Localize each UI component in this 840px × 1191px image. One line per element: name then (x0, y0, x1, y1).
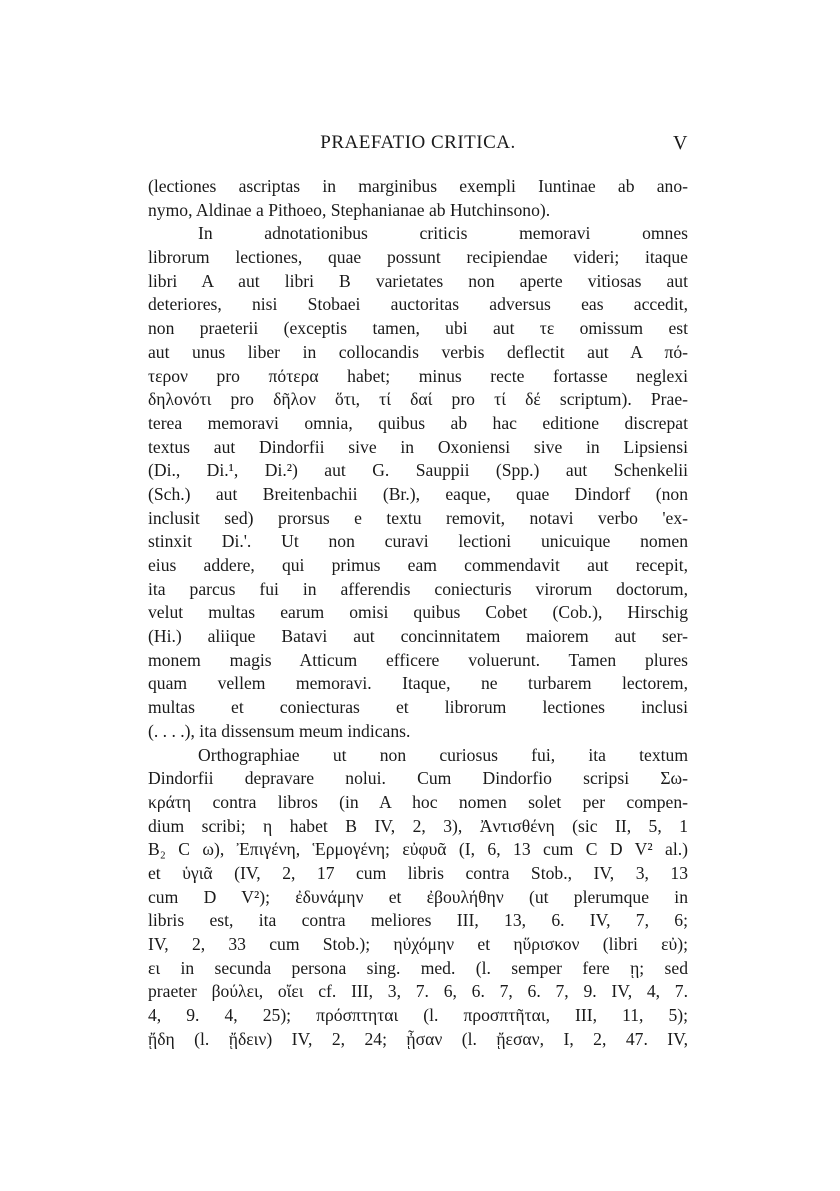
text-line: Dindorfii depravare nolui. Cum Dindorfio scripsi Σω- (148, 768, 688, 789)
text-line: aut unus liber in collocandis verbis deflectit aut A πό- (148, 341, 688, 362)
text-line: 4, 9. 4, 25); πρόσπτηται (l. προσπτῆται, III, 11, 5); (148, 1005, 688, 1026)
text-line: B₂ C ω), Ἐπιγένη, Ἑρμογένη; εὐφυᾶ (I, 6, 13 cum C D V² al.) (148, 839, 688, 860)
text-line: libri A aut libri B varietates non aperte vitiosas aut (148, 270, 688, 291)
text-line: praeter βούλει, οἴει cf. III, 3, 7. 6, 6. 7, 6. 7, 9. IV, 4, 7. (148, 981, 688, 1002)
text-line: et ὑγιᾶ (IV, 2, 17 cum libris contra Stob., IV, 3, 13 (148, 862, 688, 883)
text-line: non praeterii (exceptis tamen, ubi aut τε omissum est (148, 318, 688, 339)
text-line: κράτη contra libros (in A hoc nomen solet per compen- (148, 791, 688, 812)
text-line: (lectiones ascriptas in marginibus exempli Iuntinae ab ano- (148, 176, 688, 196)
text-line: monem magis Atticum efficere voluerunt. Tamen plures (148, 649, 688, 670)
running-head (148, 132, 688, 158)
text-line: Orthographiae ut non curiosus fui, ita textum (198, 744, 688, 765)
text-line: ει in secunda persona sing. med. (l. semper fere ῃ; sed (148, 957, 688, 978)
text-line: terea memoravi omnia, quibus ab hac editione discrepat (148, 412, 688, 433)
text-line: (Di., Di.¹, Di.²) aut G. Sauppii (Spp.) aut Schenkelii (148, 460, 688, 481)
text-line: In adnotationibus criticis memoravi omnes (198, 223, 688, 244)
text-line: multas et coniecturas et librorum lectiones inclusi (148, 697, 688, 718)
text-line: inclusit sed) prorsus e textu removit, notavi verbo 'ex- (148, 507, 688, 528)
text-line: cum D V²); ἐδυνάμην et ἐβουλήθην (ut plerumque in (148, 886, 688, 907)
text-line: textus aut Dindorfii sive in Oxoniensi sive in Lipsiensi (148, 436, 688, 457)
page-number: V (673, 132, 688, 154)
text-line: stinxit Di.'. Ut non curavi lectioni unicuique nomen (148, 531, 688, 552)
text-line: ita parcus fui in afferendis coniecturis virorum doctorum, (148, 578, 688, 599)
text-line: velut multas earum omisi quibus Cobet (Cob.), Hirschig (148, 602, 688, 623)
text-line: deteriores, nisi Stobaei auctoritas adversus eas accedit, (148, 294, 688, 315)
text-line: IV, 2, 33 cum Stob.); ηὐχόμην et ηὕρισκον (libri εὐ); (148, 934, 688, 954)
text-line: (Sch.) aut Breitenbachii (Br.), eaque, quae Dindorf (non (148, 483, 688, 504)
text-line: eius addere, qui primus eam commendavit aut recepit, (148, 555, 688, 575)
text-line: libris est, ita contra meliores III, 13, 6. IV, 7, 6; (148, 910, 688, 931)
text-block (148, 175, 688, 1051)
running-title: PRAEFATIO CRITICA. (320, 132, 516, 153)
text-line: (Hi.) aliique Batavi aut concinnitatem maiorem aut ser- (148, 626, 688, 647)
text-line: librorum lectiones, quae possunt recipiendae videri; itaque (148, 247, 688, 268)
text-line: nymo, Aldinae a Pithoeo, Stephanianae ab Hutchinsono). (148, 199, 551, 220)
text-line: δηλονότι pro δῆλον ὅτι, τί δαί pro τί δέ scriptum). Prae- (148, 389, 688, 410)
text-line: τερον pro πότερα habet; minus recte fortasse neglexi (148, 365, 688, 386)
text-line: quam vellem memoravi. Itaque, ne turbarem lectorem, (148, 673, 688, 694)
text-line: dium scribi; η habet B IV, 2, 3), Ἀντισθένη (sic II, 5, 1 (148, 815, 688, 836)
text-line: ᾔδη (l. ᾔδειν) IV, 2, 24; ᾖσαν (l. ᾔεσαν, I, 2, 47. IV, (148, 1028, 688, 1049)
text-line: (. . . .), ita dissensum meum indicans. (148, 720, 411, 741)
